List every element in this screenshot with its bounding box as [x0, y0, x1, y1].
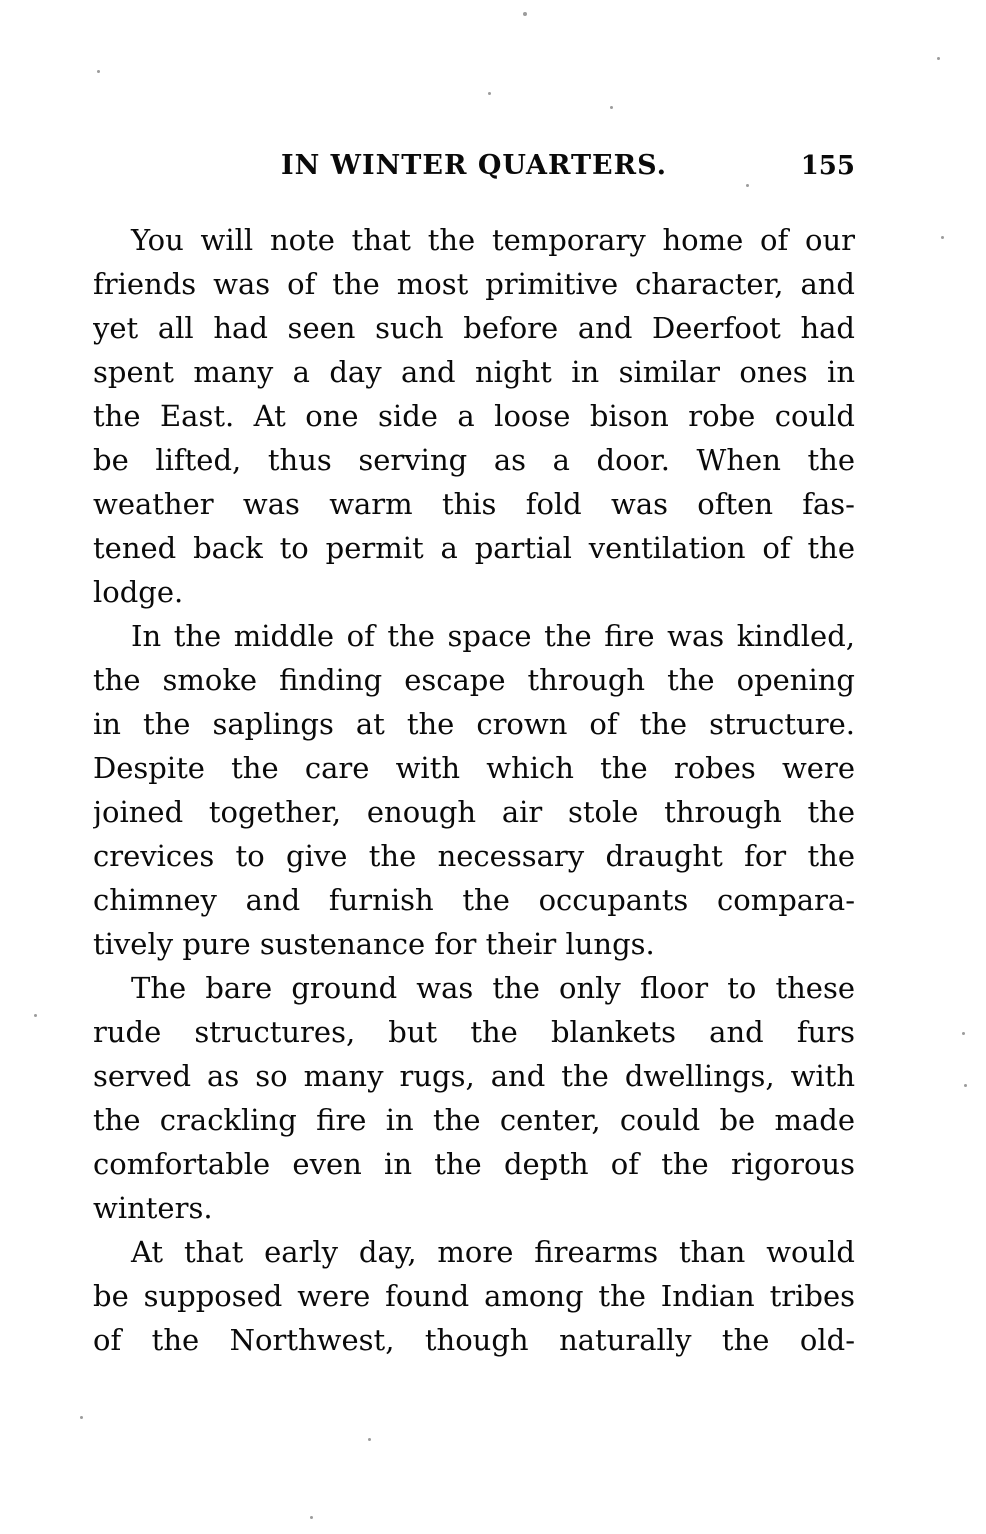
paragraph — [93, 614, 855, 966]
running-header-title: IN WINTER QUARTERS. — [280, 150, 668, 181]
scan-speck — [941, 236, 944, 239]
scan-speck — [523, 12, 527, 16]
text-line: spent many a day and night in similar ones in — [93, 355, 855, 389]
text-line: In the middle of the space the fire was kindled, — [131, 619, 855, 653]
scan-speck — [488, 92, 491, 95]
scan-speck — [610, 106, 613, 109]
text-line: Despite the care with which the robes were — [93, 751, 855, 785]
text-line: friends was of the most primitive character, and — [93, 267, 855, 301]
scan-speck — [310, 1516, 313, 1519]
paragraph — [93, 1230, 855, 1362]
text-line: At that early day, more firearms than would — [131, 1235, 855, 1269]
text-line: tively pure sustenance for their lungs. — [93, 927, 655, 961]
text-line: weather was warm this fold was often fas- — [93, 487, 855, 521]
text-line: yet all had seen such before and Deerfoot had — [93, 311, 855, 345]
paragraph — [93, 218, 855, 614]
page-number: 155 — [800, 151, 855, 181]
text-line: lodge. — [93, 575, 184, 609]
scan-speck — [937, 57, 940, 60]
scan-speck — [34, 1014, 37, 1017]
text-line: the crackling fire in the center, could be made — [93, 1103, 855, 1137]
text-line: the East. At one side a loose bison robe could — [93, 399, 855, 433]
scan-speck — [746, 184, 749, 187]
text-line: be supposed were found among the Indian tribes — [93, 1279, 855, 1313]
scan-speck — [80, 1416, 83, 1419]
scan-speck — [97, 70, 100, 73]
text-line: tened back to permit a partial ventilation of the — [93, 531, 855, 565]
paragraph — [93, 966, 855, 1230]
scan-speck — [964, 1084, 967, 1087]
text-line: be lifted, thus serving as a door. When the — [93, 443, 855, 477]
text-line: of the Northwest, though naturally the old- — [93, 1323, 855, 1357]
text-line: winters. — [93, 1191, 213, 1225]
text-line: rude structures, but the blankets and furs — [93, 1015, 855, 1049]
text-line: the smoke finding escape through the opening — [93, 663, 855, 697]
text-line: joined together, enough air stole through the — [93, 795, 855, 829]
text-line: You will note that the temporary home of our — [131, 223, 855, 257]
text-line: The bare ground was the only floor to these — [131, 971, 855, 1005]
text-line: in the saplings at the crown of the structure. — [93, 707, 855, 741]
text-line: served as so many rugs, and the dwellings, with — [93, 1059, 855, 1093]
scan-speck — [962, 1032, 965, 1035]
text-line: chimney and furnish the occupants compara- — [93, 883, 855, 917]
text-line: crevices to give the necessary draught for the — [93, 839, 855, 873]
scan-speck — [368, 1438, 371, 1441]
page-body — [93, 218, 855, 1362]
text-line: comfortable even in the depth of the rigorous — [93, 1147, 855, 1181]
page-header — [93, 150, 855, 186]
